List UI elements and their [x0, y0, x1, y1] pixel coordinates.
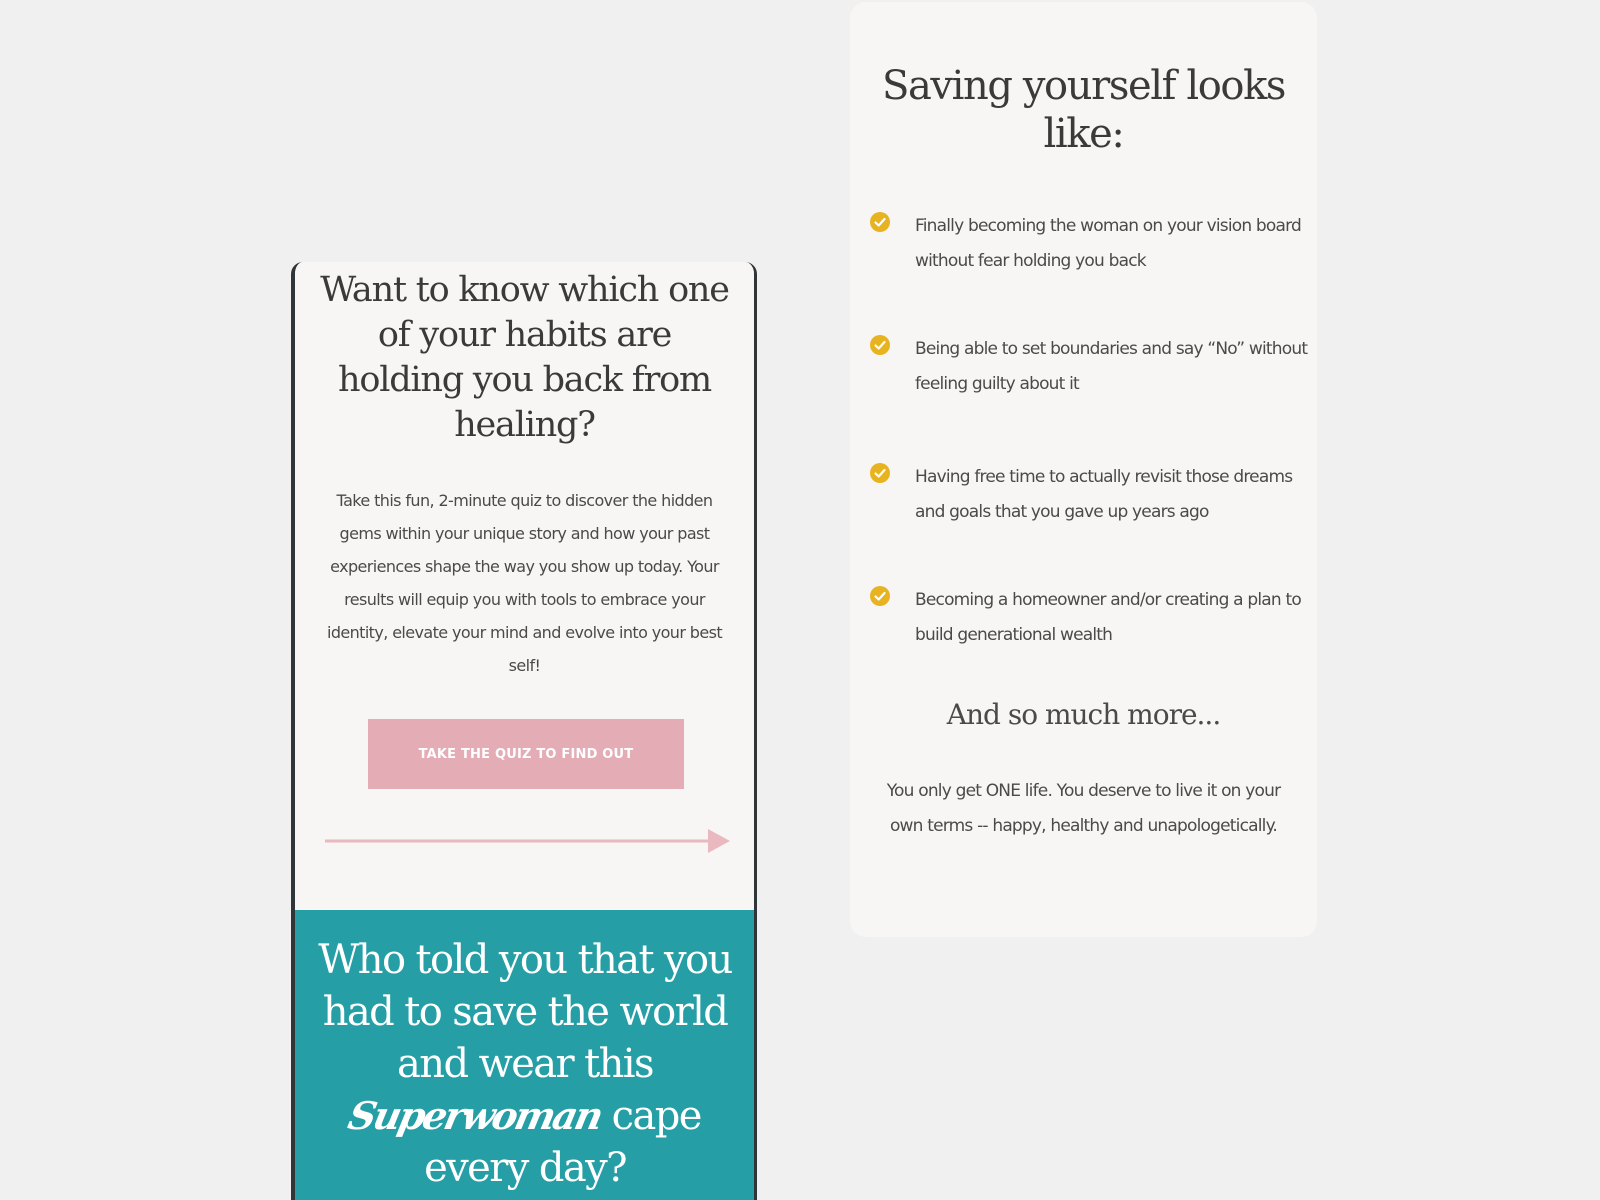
check-circle-icon [870, 463, 890, 483]
saving-heading: Saving yourself looks like: [881, 63, 1286, 157]
check-circle-icon [870, 586, 890, 606]
quiz-heading: Want to know which one of your habits are holding you back from healing? [320, 270, 729, 445]
superwoman-heading-end: cape every day? [424, 1093, 701, 1191]
quiz-section [295, 262, 754, 910]
closing-text: You only get ONE life. You deserve to live it on your own terms -- happy, healthy and unapologetically. [886, 781, 1281, 836]
benefit-text: Having free time to actually revisit those dreams and goals that you gave up years ago [915, 467, 1293, 522]
arrow-right-icon [325, 826, 730, 856]
saving-yourself-card [850, 2, 1317, 937]
take-quiz-button[interactable]: TAKE THE QUIZ TO FIND OUT [368, 719, 684, 789]
check-circle-icon [870, 212, 890, 232]
superwoman-section [295, 910, 754, 1200]
superwoman-heading-start: Who told you that you had to save the world and wear this [318, 937, 732, 1087]
benefit-text: Finally becoming the woman on your vision board without fear holding you back [915, 216, 1302, 271]
quiz-phone-mockup [291, 262, 757, 1200]
superwoman-heading [307, 934, 743, 1194]
quiz-description: Take this fun, 2-minute quiz to discover the hidden gems within your unique story and how your past experiences shape the way you show up today. Your results will equip you with tools to embrace your identity, elevate your mind and evolve into your best self! [326, 491, 723, 675]
benefit-text: Being able to set boundaries and say “No” without feeling guilty about it [915, 339, 1308, 394]
benefit-text: Becoming a homeowner and/or creating a plan to build generational wealth [915, 590, 1301, 645]
superwoman-script-word: Superwoman [344, 1093, 606, 1138]
more-heading: And so much more... [946, 698, 1221, 731]
check-circle-icon [870, 335, 890, 355]
